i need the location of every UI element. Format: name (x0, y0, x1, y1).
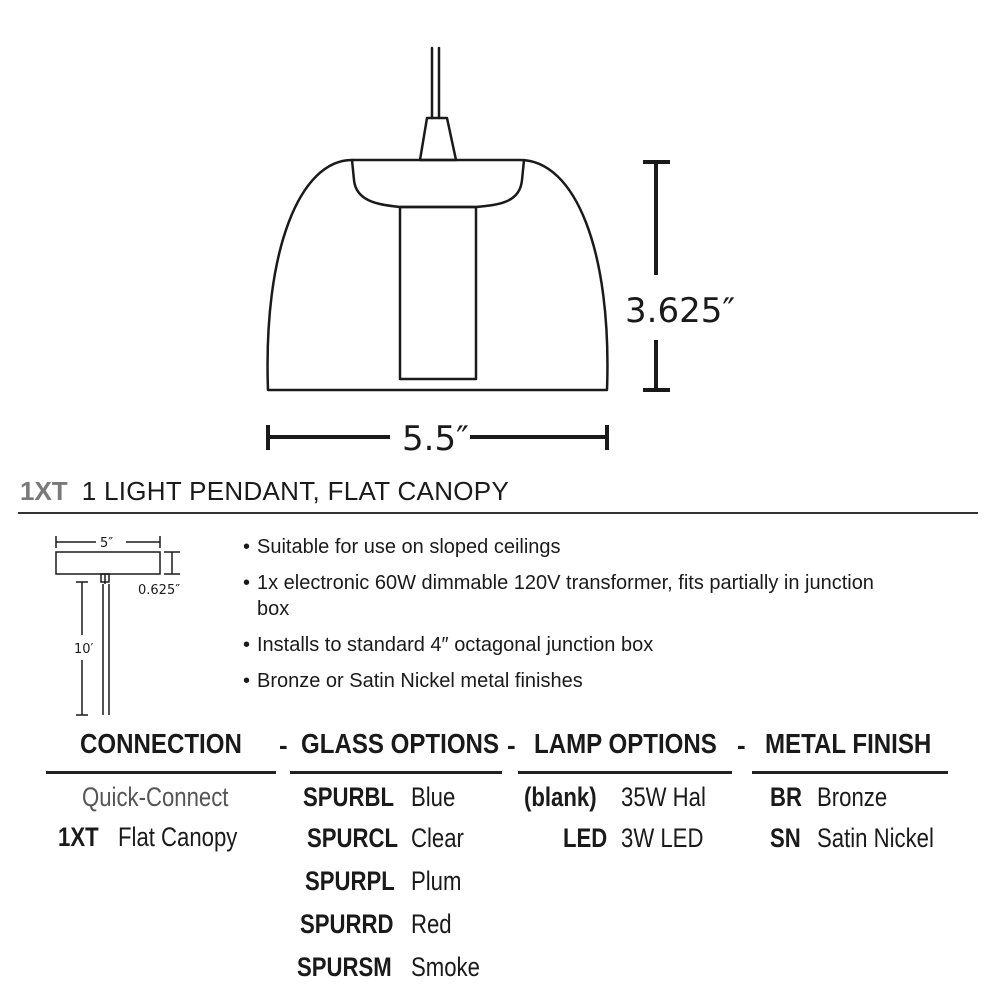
canopy-body (56, 552, 160, 574)
product-code: 1XT (20, 476, 68, 506)
lamp-label: 35W Hal (621, 782, 706, 812)
feature-item: • 1x electronic 60W dimmable 120V transformer, fits partially in junction box (243, 570, 877, 622)
glass-rule (290, 771, 502, 774)
cord-grip (420, 118, 456, 160)
connection-label: Flat Canopy (118, 822, 238, 852)
canopy-depth-label: 0.625″ (138, 583, 181, 598)
height-label: 3.625″ (625, 291, 736, 331)
canopy-width-label: 5″ (100, 536, 114, 551)
lamp-code: (blank) (524, 782, 597, 812)
finish-header: METAL FINISH (765, 728, 932, 759)
cord-length-label: 10′ (74, 642, 94, 657)
feature-list (243, 534, 963, 704)
finish-rule (752, 771, 948, 774)
finish-label: Bronze (817, 782, 888, 812)
lamp-label: 3W LED (621, 823, 704, 853)
glass-code: SPURRD (300, 909, 394, 939)
glass-label: Blue (411, 782, 456, 812)
lamp-holder (400, 207, 476, 379)
shade-outline (268, 160, 608, 390)
connection-code: 1XT (58, 822, 99, 852)
pendant-drawing (0, 0, 1000, 470)
inner-cup (352, 160, 524, 207)
glass-label: Clear (411, 823, 464, 853)
product-title (20, 476, 509, 507)
glass-header: GLASS OPTIONS (301, 728, 500, 759)
connection-subheader: Quick-Connect (82, 782, 229, 812)
glass-code: SPURCL (307, 823, 399, 853)
feature-item: • Bronze or Satin Nickel metal finishes (243, 668, 963, 694)
connection-rule (46, 771, 276, 774)
glass-code: SPURSM (297, 952, 392, 982)
connection-header: CONNECTION (80, 728, 242, 759)
product-description: 1 LIGHT PENDANT, FLAT CANOPY (81, 476, 510, 506)
canopy-diagram (40, 530, 220, 730)
glass-label: Smoke (411, 952, 480, 982)
width-label: 5.5″ (402, 419, 469, 459)
lamp-rule (518, 771, 732, 774)
separator-dash: - (737, 730, 746, 760)
title-divider (18, 512, 978, 514)
glass-code: SPURBL (303, 782, 395, 812)
finish-code: BR (770, 782, 802, 812)
finish-code: SN (770, 823, 801, 853)
finish-label: Satin Nickel (817, 823, 934, 853)
separator-dash: - (507, 730, 516, 760)
separator-dash: - (279, 730, 288, 760)
feature-item: • Suitable for use on sloped ceilings (243, 534, 963, 560)
feature-item: • Installs to standard 4″ octagonal junction box (243, 632, 963, 658)
glass-code: SPURPL (305, 866, 395, 896)
lamp-code: LED (563, 823, 608, 853)
glass-label: Red (411, 909, 452, 939)
lamp-header: LAMP OPTIONS (534, 728, 717, 759)
glass-label: Plum (411, 866, 462, 896)
